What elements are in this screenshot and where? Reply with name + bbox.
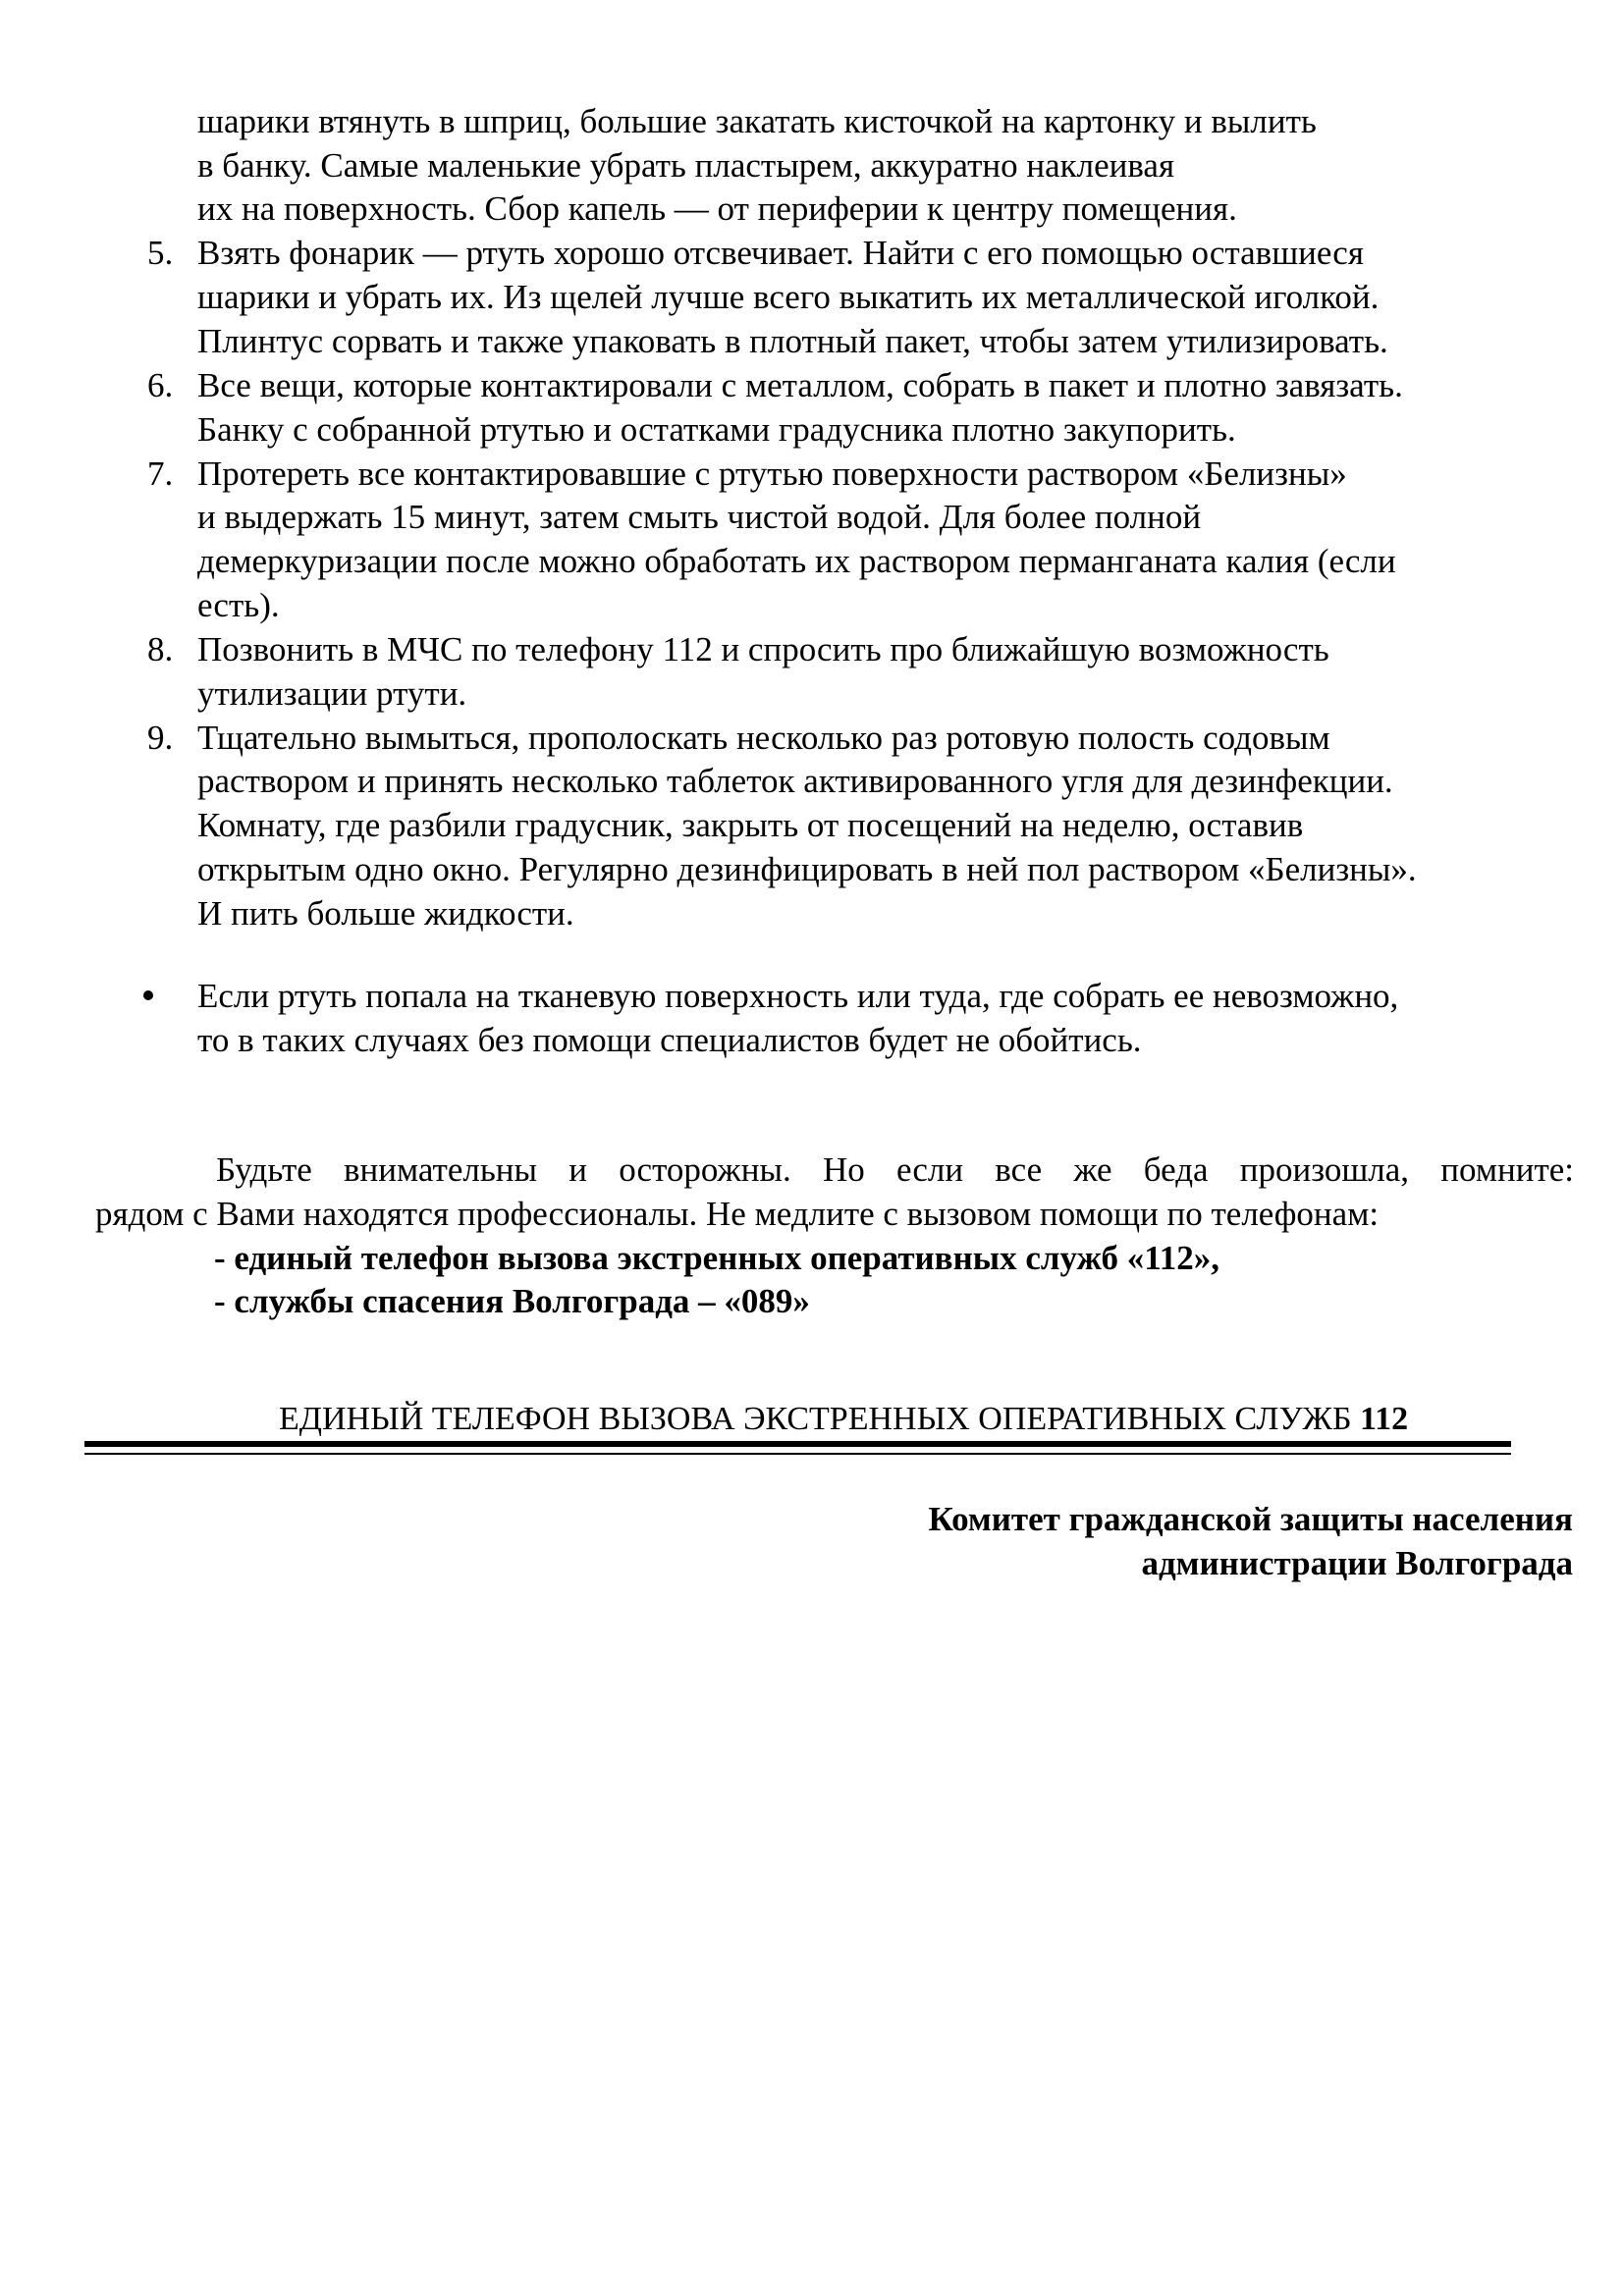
list-item-line: раствором и принять несколько таблеток активированного угля для дезинфекции. — [197, 762, 1393, 800]
list-item-line: Плинтус сорвать и также упаковать в плотный пакет, чтобы затем утилизировать. — [197, 322, 1388, 360]
closing-line: рядом с Вами находятся профессионалы. Не медлите с вызовом помощи по телефонам: — [95, 1195, 1380, 1233]
emergency-banner — [279, 1400, 1408, 1439]
bullet-line: Если ртуть попала на тканевую поверхность или туда, где собрать ее невозможно, — [197, 977, 1399, 1015]
continuation-line: их на поверхность. Сбор капель — от периферии к центру помещения. — [197, 189, 1237, 228]
list-item-number: 6. — [147, 366, 174, 404]
list-item-line: Протереть все контактировавшие с ртутью поверхности раствором «Белизны» — [197, 454, 1347, 493]
list-item-line: Банку с собранной ртутью и остатками градусника плотно закупорить. — [197, 410, 1236, 449]
list-item-line: Взять фонарик — ртуть хорошо отсвечивает. Найти с его помощью оставшиеся — [197, 234, 1364, 272]
bullet-line: то в таких случаях без помощи специалистов будет не обойтись. — [197, 1021, 1142, 1059]
continuation-line: шарики втянуть в шприц, большие закатать кисточкой на картонку и вылить — [197, 102, 1317, 140]
list-item-line: Комнату, где разбили градусник, закрыть от посещений на неделю, оставив — [197, 806, 1304, 844]
list-item-line: Все вещи, которые контактировали с металлом, собрать в пакет и плотно завязать. — [197, 366, 1403, 404]
list-item-line: Позвонить в МЧС по телефону 112 и спросить про ближайшую возможность — [197, 630, 1329, 668]
list-item-line: утилизации ртути. — [197, 674, 467, 713]
banner-rule-thick — [84, 1441, 1511, 1447]
list-item-line: открытым одно окно. Регулярно дезинфицировать в ней пол раствором «Белизны». — [197, 850, 1417, 888]
list-item-line: Тщательно вымыться, прополоскать несколько раз ротовую полость содовым — [197, 719, 1330, 757]
list-item-number: 7. — [147, 454, 174, 493]
signature-line: Комитет гражданской защиты населения — [928, 1500, 1573, 1538]
list-item-number: 9. — [147, 719, 174, 757]
list-item-line: И пить больше жидкости. — [197, 894, 574, 933]
emergency-phone-line: - единый телефон вызова экстренных оперативных служб «112», — [214, 1239, 1220, 1277]
closing-line: Будьте внимательны и осторожны. Но если все же беда произошла, помните: — [216, 1150, 1574, 1189]
bullet-icon — [143, 990, 153, 1000]
continuation-line: в банку. Самые маленькие убрать пластырем, аккуратно наклеивая — [197, 146, 1175, 185]
banner-text: ЕДИНЫЙ ТЕЛЕФОН ВЫЗОВА ЭКСТРЕННЫХ ОПЕРАТИВНЫХ СЛУЖБ — [279, 1401, 1360, 1437]
signature-line: администрации Волгограда — [1141, 1544, 1573, 1582]
list-item-number: 5. — [147, 234, 174, 272]
banner-number: 112 — [1360, 1401, 1409, 1437]
rescue-phone-line: - службы спасения Волгограда – «089» — [214, 1282, 810, 1320]
list-item-number: 8. — [147, 630, 174, 668]
list-item-line: шарики и убрать их. Из щелей лучше всего выкатить их металлической иголкой. — [197, 278, 1380, 316]
list-item-line: демеркуризации после можно обработать их раствором перманганата калия (если — [197, 542, 1396, 580]
list-item-line: и выдержать 15 минут, затем смыть чистой водой. Для более полной — [197, 498, 1202, 536]
banner-rule-thin — [84, 1453, 1511, 1455]
list-item-line: есть). — [197, 586, 280, 624]
